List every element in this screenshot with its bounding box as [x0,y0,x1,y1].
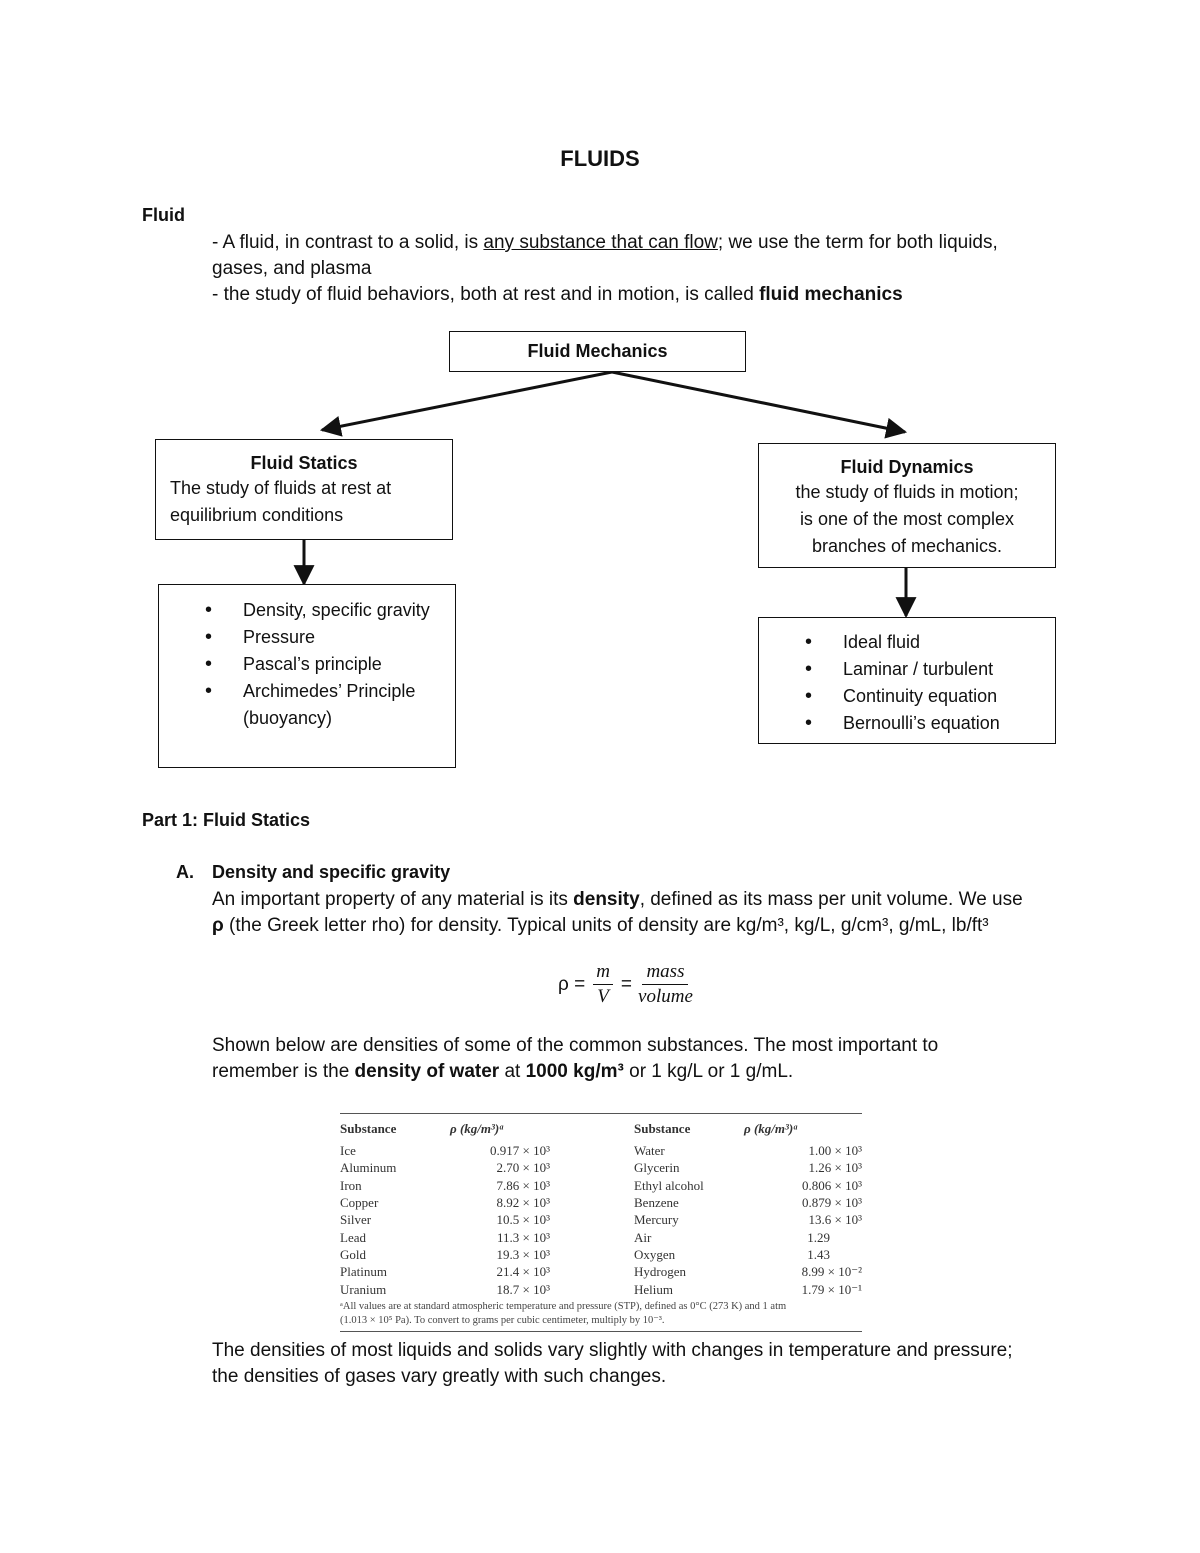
cell: Ice [340,1143,356,1159]
fluid-dynamics-topics-box [758,617,1056,744]
fluid-mechanics-label: Fluid Mechanics [527,341,668,361]
water-density-value: 1000 kg/m³ [525,1061,624,1082]
table-row [340,1246,862,1263]
cell: 19.3 × 10³ [496,1246,550,1262]
cell: Glycerin [634,1160,680,1176]
formula-v: V [597,986,609,1007]
cell: Mercury [634,1212,679,1228]
cell: 11.3 × 10³ [497,1229,550,1245]
page-title: FLUIDS [560,146,640,171]
cell: Aluminum [340,1160,397,1176]
density-text-c: , defined as its mass per unit volume. We use [639,889,1023,910]
density-term: density [573,889,640,910]
cell: Hydrogen [634,1264,686,1280]
topic-ideal-fluid: Ideal fluid [843,632,921,652]
formula-m: m [593,960,613,985]
topic-laminar: Laminar / turbulent [843,659,994,679]
cell: 1.79 × 10⁻¹ [801,1281,862,1297]
part1-heading: Part 1: Fluid Statics [142,810,311,830]
table-row [340,1228,862,1245]
density-formula [558,960,693,1009]
fluid-statics-box [155,439,453,540]
list-item [159,624,455,651]
fluid-definition-post: ; we use the term for both liquids, [717,232,998,253]
cell: Oxygen [634,1246,676,1262]
col-header-density: ρ (kg/m³)ᵃ [450,1120,504,1136]
fluid-statics-title: Fluid Statics [250,453,358,473]
rho-symbol: ρ [212,915,224,936]
cell: 8.99 × 10⁻² [801,1264,862,1280]
list-item [159,597,455,624]
densities-vary-line-1: The densities of most liquids and solids vary slightly with changes in temperature and pressure; [212,1340,1013,1361]
section-a-label: A. [176,862,194,882]
fluid-statics-desc-2: equilibrium conditions [170,505,344,525]
col-header-substance: Substance [340,1120,397,1136]
fluid-mechanics-term: fluid mechanics [759,284,903,305]
cell: 0.806 × 10³ [802,1177,862,1193]
topic-pressure: Pressure [243,627,316,647]
fluid-dynamics-desc-1: the study of fluids in motion; [795,482,1019,502]
density-paragraph-line-1 [212,887,1023,913]
density-units-text: (the Greek letter rho) for density. Typical units of density are kg/m³, kg/L, g/cm³, g/mL, lb/ft³ [223,915,989,936]
cell: Lead [340,1229,366,1245]
cell: 21.4 × 10³ [496,1264,550,1280]
fluid-statics-topic-list [159,597,455,732]
cell: 8.92 × 10³ [496,1195,550,1211]
remember-text-e: or 1 kg/L or 1 g/mL. [623,1061,794,1082]
table-header-row [340,1114,862,1142]
water-density-term: density of water [354,1061,500,1082]
col-header-density-2: ρ (kg/m³)ᵃ [744,1120,798,1136]
cell: 2.70 × 10³ [496,1160,550,1176]
formula-equals: = [620,973,633,995]
footnote-line-1: ᵃAll values are at standard atmospheric temperature and pressure (STP), defined as 0°C (273 K) and 1 atm [340,1300,787,1312]
fluid-definition-line-2: gases, and plasma [212,258,372,279]
fluid-definition-pre: - A fluid, in contrast to a solid, is [212,232,484,253]
col-header-substance-2: Substance [634,1120,691,1136]
density-table [340,1114,862,1298]
list-item [159,651,455,678]
table-row [340,1159,862,1176]
section-a-title: Density and specific gravity [212,862,451,882]
formula-fraction-1 [593,960,613,1009]
fluid-dynamics-desc-3: branches of mechanics. [811,536,1003,556]
formula-fraction-2 [638,960,693,1009]
formula-volume: volume [638,986,693,1007]
fluid-heading: Fluid [142,205,185,225]
remember-text-c: at [499,1061,526,1082]
fluid-mechanics-pre: - the study of fluid behaviors, both at rest and in motion, is called [212,284,760,305]
list-item [759,656,1055,683]
cell: 13.6 × 10³ [808,1212,862,1228]
formula-lhs: ρ = [558,973,586,995]
topic-density: Density, specific gravity [243,600,430,620]
table-row [340,1263,862,1280]
list-item [759,629,1055,656]
list-item [159,678,455,732]
list-item [759,683,1055,710]
table-row [340,1194,862,1211]
cell: 1.26 × 10³ [808,1160,862,1176]
footnote-line-2: (1.013 × 10⁵ Pa). To convert to grams per cubic centimeter, multiply by 10⁻³. [340,1314,665,1326]
topic-bernoulli: Bernoulli’s equation [843,713,1000,733]
cell: 1.43 [807,1246,830,1262]
arrow-to-dynamics [612,372,905,432]
formula-mass: mass [642,960,688,985]
cell: 7.86 × 10³ [496,1177,550,1193]
cell: Benzene [634,1195,679,1211]
fluid-statics-desc-1: The study of fluids at rest at [170,478,392,498]
fluid-dynamics-box [758,443,1056,568]
table-row [340,1211,862,1228]
fluid-dynamics-desc-2: is one of the most complex [799,509,1015,529]
fluid-mechanics-box [449,331,746,372]
cell: Helium [634,1281,673,1297]
cell: Copper [340,1195,379,1211]
cell: Platinum [340,1264,387,1280]
topic-pascal: Pascal’s principle [243,654,382,674]
density-table-footnote [340,1300,862,1328]
fluid-dynamics-topic-list [759,629,1055,737]
cell: 18.7 × 10³ [496,1281,550,1297]
topic-continuity: Continuity equation [843,686,998,706]
cell: Silver [340,1212,372,1228]
topic-archimedes: Archimedes’ Principle (buoyancy) [243,681,416,728]
fluid-definition-underlined: any substance that can flow [483,232,718,253]
cell: 0.879 × 10³ [802,1195,862,1211]
common-substances-line-1: Shown below are densities of some of the common substances. The most important to [212,1035,939,1056]
cell: Ethyl alcohol [634,1177,704,1193]
arrow-to-statics [322,372,612,430]
cell: 10.5 × 10³ [496,1212,550,1228]
density-table-figure [340,1113,862,1332]
fluid-dynamics-title: Fluid Dynamics [840,457,974,477]
table-row [340,1142,862,1159]
cell: Air [634,1229,652,1245]
remember-text-a: remember is the [212,1061,355,1082]
table-row [340,1280,862,1297]
fluid-statics-topics-box [158,584,456,768]
cell: Iron [340,1177,362,1193]
cell: Gold [340,1246,366,1262]
densities-vary-line-2: the densities of gases vary greatly with such changes. [212,1366,667,1387]
table-row [340,1177,862,1194]
cell: 1.29 [807,1229,830,1245]
common-substances-line-2 [212,1059,793,1085]
list-item [759,710,1055,737]
density-paragraph-line-2 [212,913,989,939]
cell: 1.00 × 10³ [808,1143,862,1159]
cell: Water [634,1143,665,1159]
cell: 0.917 × 10³ [490,1143,550,1159]
density-text-a: An important property of any material is its [212,889,574,910]
cell: Uranium [340,1281,387,1297]
